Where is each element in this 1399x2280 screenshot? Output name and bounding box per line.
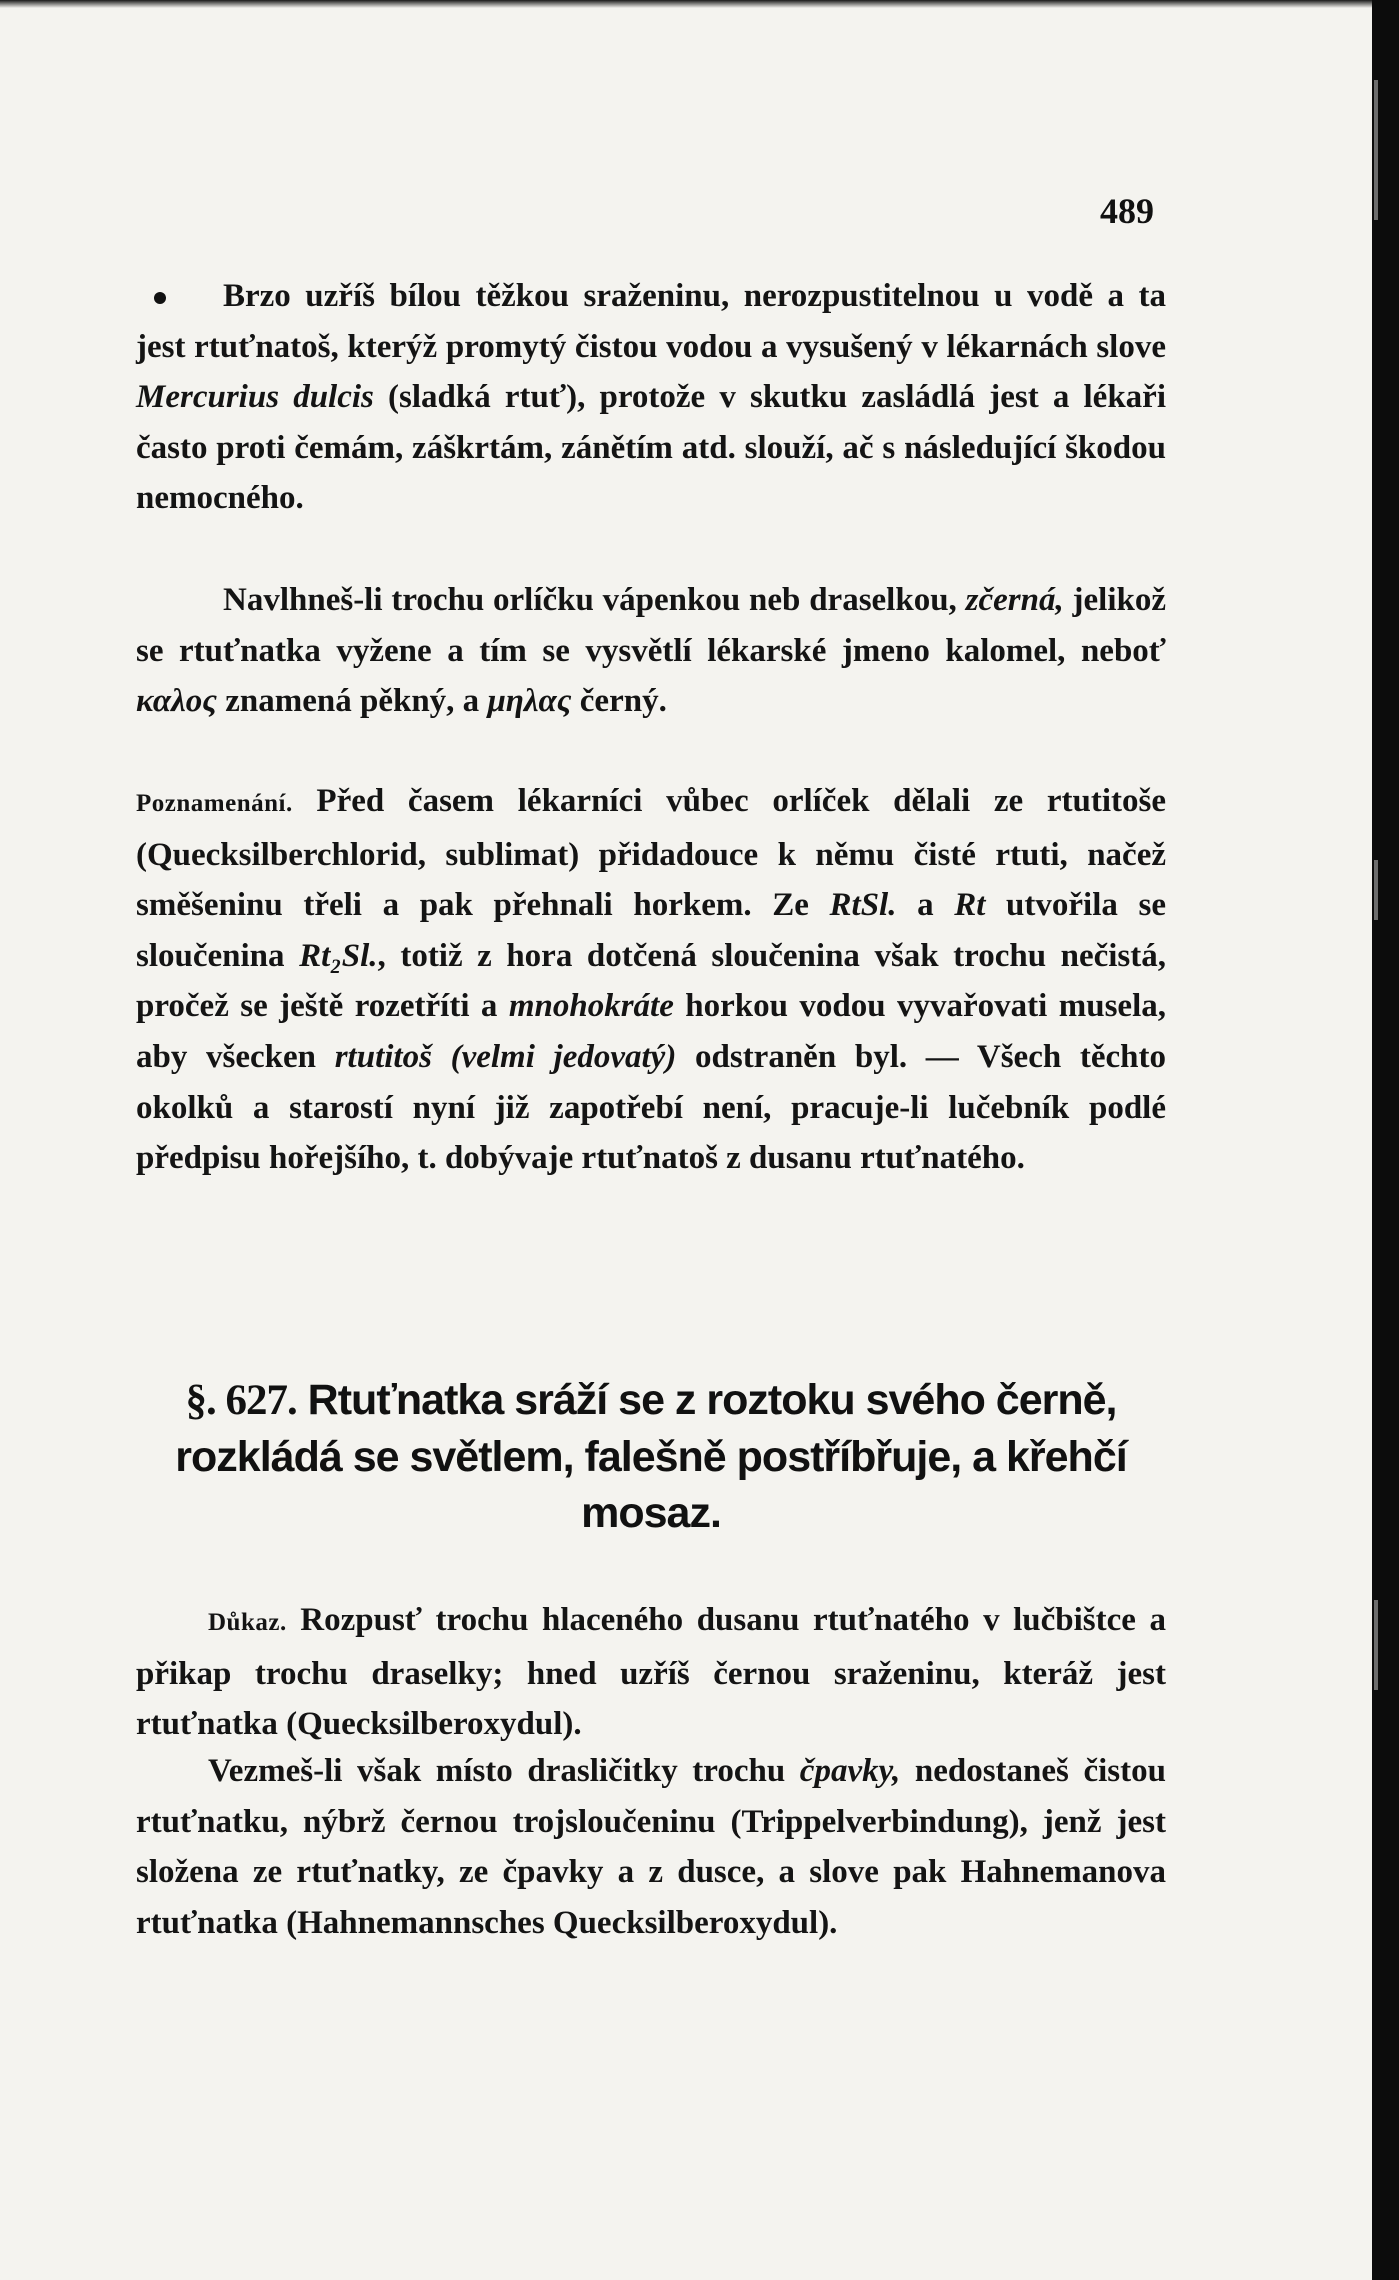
para2-greek-kalos: καλος bbox=[136, 683, 217, 720]
para3-i2: rtutitoš (velmi jedovatý) bbox=[334, 1038, 677, 1075]
edge-mark bbox=[1374, 860, 1378, 920]
scan-right-edge bbox=[1372, 0, 1399, 2280]
para2-i1: zčerná, bbox=[965, 582, 1064, 618]
para2-t4: černý. bbox=[571, 683, 667, 720]
para3-t3: utvořila se sloučenina bbox=[136, 887, 1166, 974]
para3-t5: horkou vodou vyvařovati musela, aby všecken bbox=[136, 988, 1166, 1075]
section-number: §. 627. bbox=[185, 1377, 297, 1424]
para3-t4: , totiž z hora dotčená sloučenina však trochu nečistá, pročež se ještě rozetříti a bbox=[136, 937, 1166, 1025]
para6-t2: nedostaneš čistou rtuťnatku, nýbrž černou trojsloučeninu (Trippelverbindung), jenž jest složena ze rtuťnatky, ze čpavky a z dusce, a slove pak Hahnemanova rtuťnatka (Hahnemannsches Quecksilberoxydul). bbox=[136, 1753, 1166, 1941]
para1-rest: (sladká rtuť), protože v skutku zasládlá jest a lékaři často proti čemám, záškrtám, zánětím atd. slouží, ač s následující škodou nemocného. bbox=[136, 379, 1166, 517]
edge-mark bbox=[1374, 80, 1378, 220]
note-label: Poznamenání. bbox=[136, 790, 293, 817]
para3-formula-rtsl: RtSl. bbox=[829, 887, 897, 924]
para2-greek-melas: μηλας bbox=[487, 683, 572, 720]
para3-formula-rt2sl: Rt₂Sl. bbox=[299, 937, 378, 974]
scan-top-edge bbox=[0, 0, 1372, 8]
paragraph-proof bbox=[136, 1595, 1166, 1750]
para5-text: Rozpusť trochu hlaceného dusanu rtuťnatého v lučbištce a přikap trochu draselky; hned uzříš černou sraženinu, kteráž jest rtuťnatka (Quecksilberoxydul). bbox=[136, 1602, 1166, 1743]
paragraph-calomel-precipitate bbox=[136, 271, 1166, 524]
section-title: Rtuťnatka sráží se z roztoku svého černě, rozkládá se světlem, falešně postříbřuje, a křehčí mosaz. bbox=[175, 1376, 1127, 1537]
para2-t2: jelikož se rtuťnatka vyžene a tím se vysvětlí lékarské jmeno kalomel, neboť bbox=[136, 582, 1166, 669]
paragraph-kalomel-etymology bbox=[136, 575, 1166, 727]
para3-t6: odstraněn byl. — Všech těchto okolků a starostí nyní již zapotřebí není, pracuje-li lučebník podlé předpisu hořejšího, t. dobývaje rtuťnatoš z dusanu rtuťnatého. bbox=[136, 1038, 1167, 1177]
para1-text: Brzo uzříš bílou těžkou sraženinu, nerozpustitelnou u vodě a ta jest rtuťnatoš, kterýž promytý čistou vodou a vysušený v lékarnách slove bbox=[136, 278, 1166, 365]
para3-t2: a bbox=[896, 887, 955, 924]
proof-label: Důkaz. bbox=[208, 1609, 287, 1636]
paragraph-hahnemann bbox=[136, 1746, 1166, 1948]
section-heading bbox=[136, 1372, 1166, 1541]
para3-i1: mnohokráte bbox=[508, 988, 674, 1025]
para2-t1: Navlhneš-li trochu orlíčku vápenkou neb draselkou, bbox=[223, 582, 966, 618]
edge-mark bbox=[1374, 1600, 1378, 1690]
para6-i1: čpavky, bbox=[799, 1753, 901, 1789]
para3-formula-rt: Rt bbox=[954, 887, 986, 924]
para6-t1: Vezmeš-li však místo drasličitky trochu bbox=[208, 1753, 800, 1789]
paragraph-note bbox=[136, 776, 1166, 1184]
para2-t3: znamená pěkný, a bbox=[216, 683, 488, 720]
para1-term-mercurius-dulcis: Mercurius dulcis bbox=[136, 379, 374, 416]
para3-t1: Před časem lékarníci vůbec orlíček dělali ze rtutitoše (Quecksilberchlorid, sublimat) přidadouce k němu čisté rtuti, načež směšeninu třeli a pak přehnali horkem. Ze bbox=[136, 783, 1166, 924]
page-number: 489 bbox=[1100, 191, 1154, 231]
